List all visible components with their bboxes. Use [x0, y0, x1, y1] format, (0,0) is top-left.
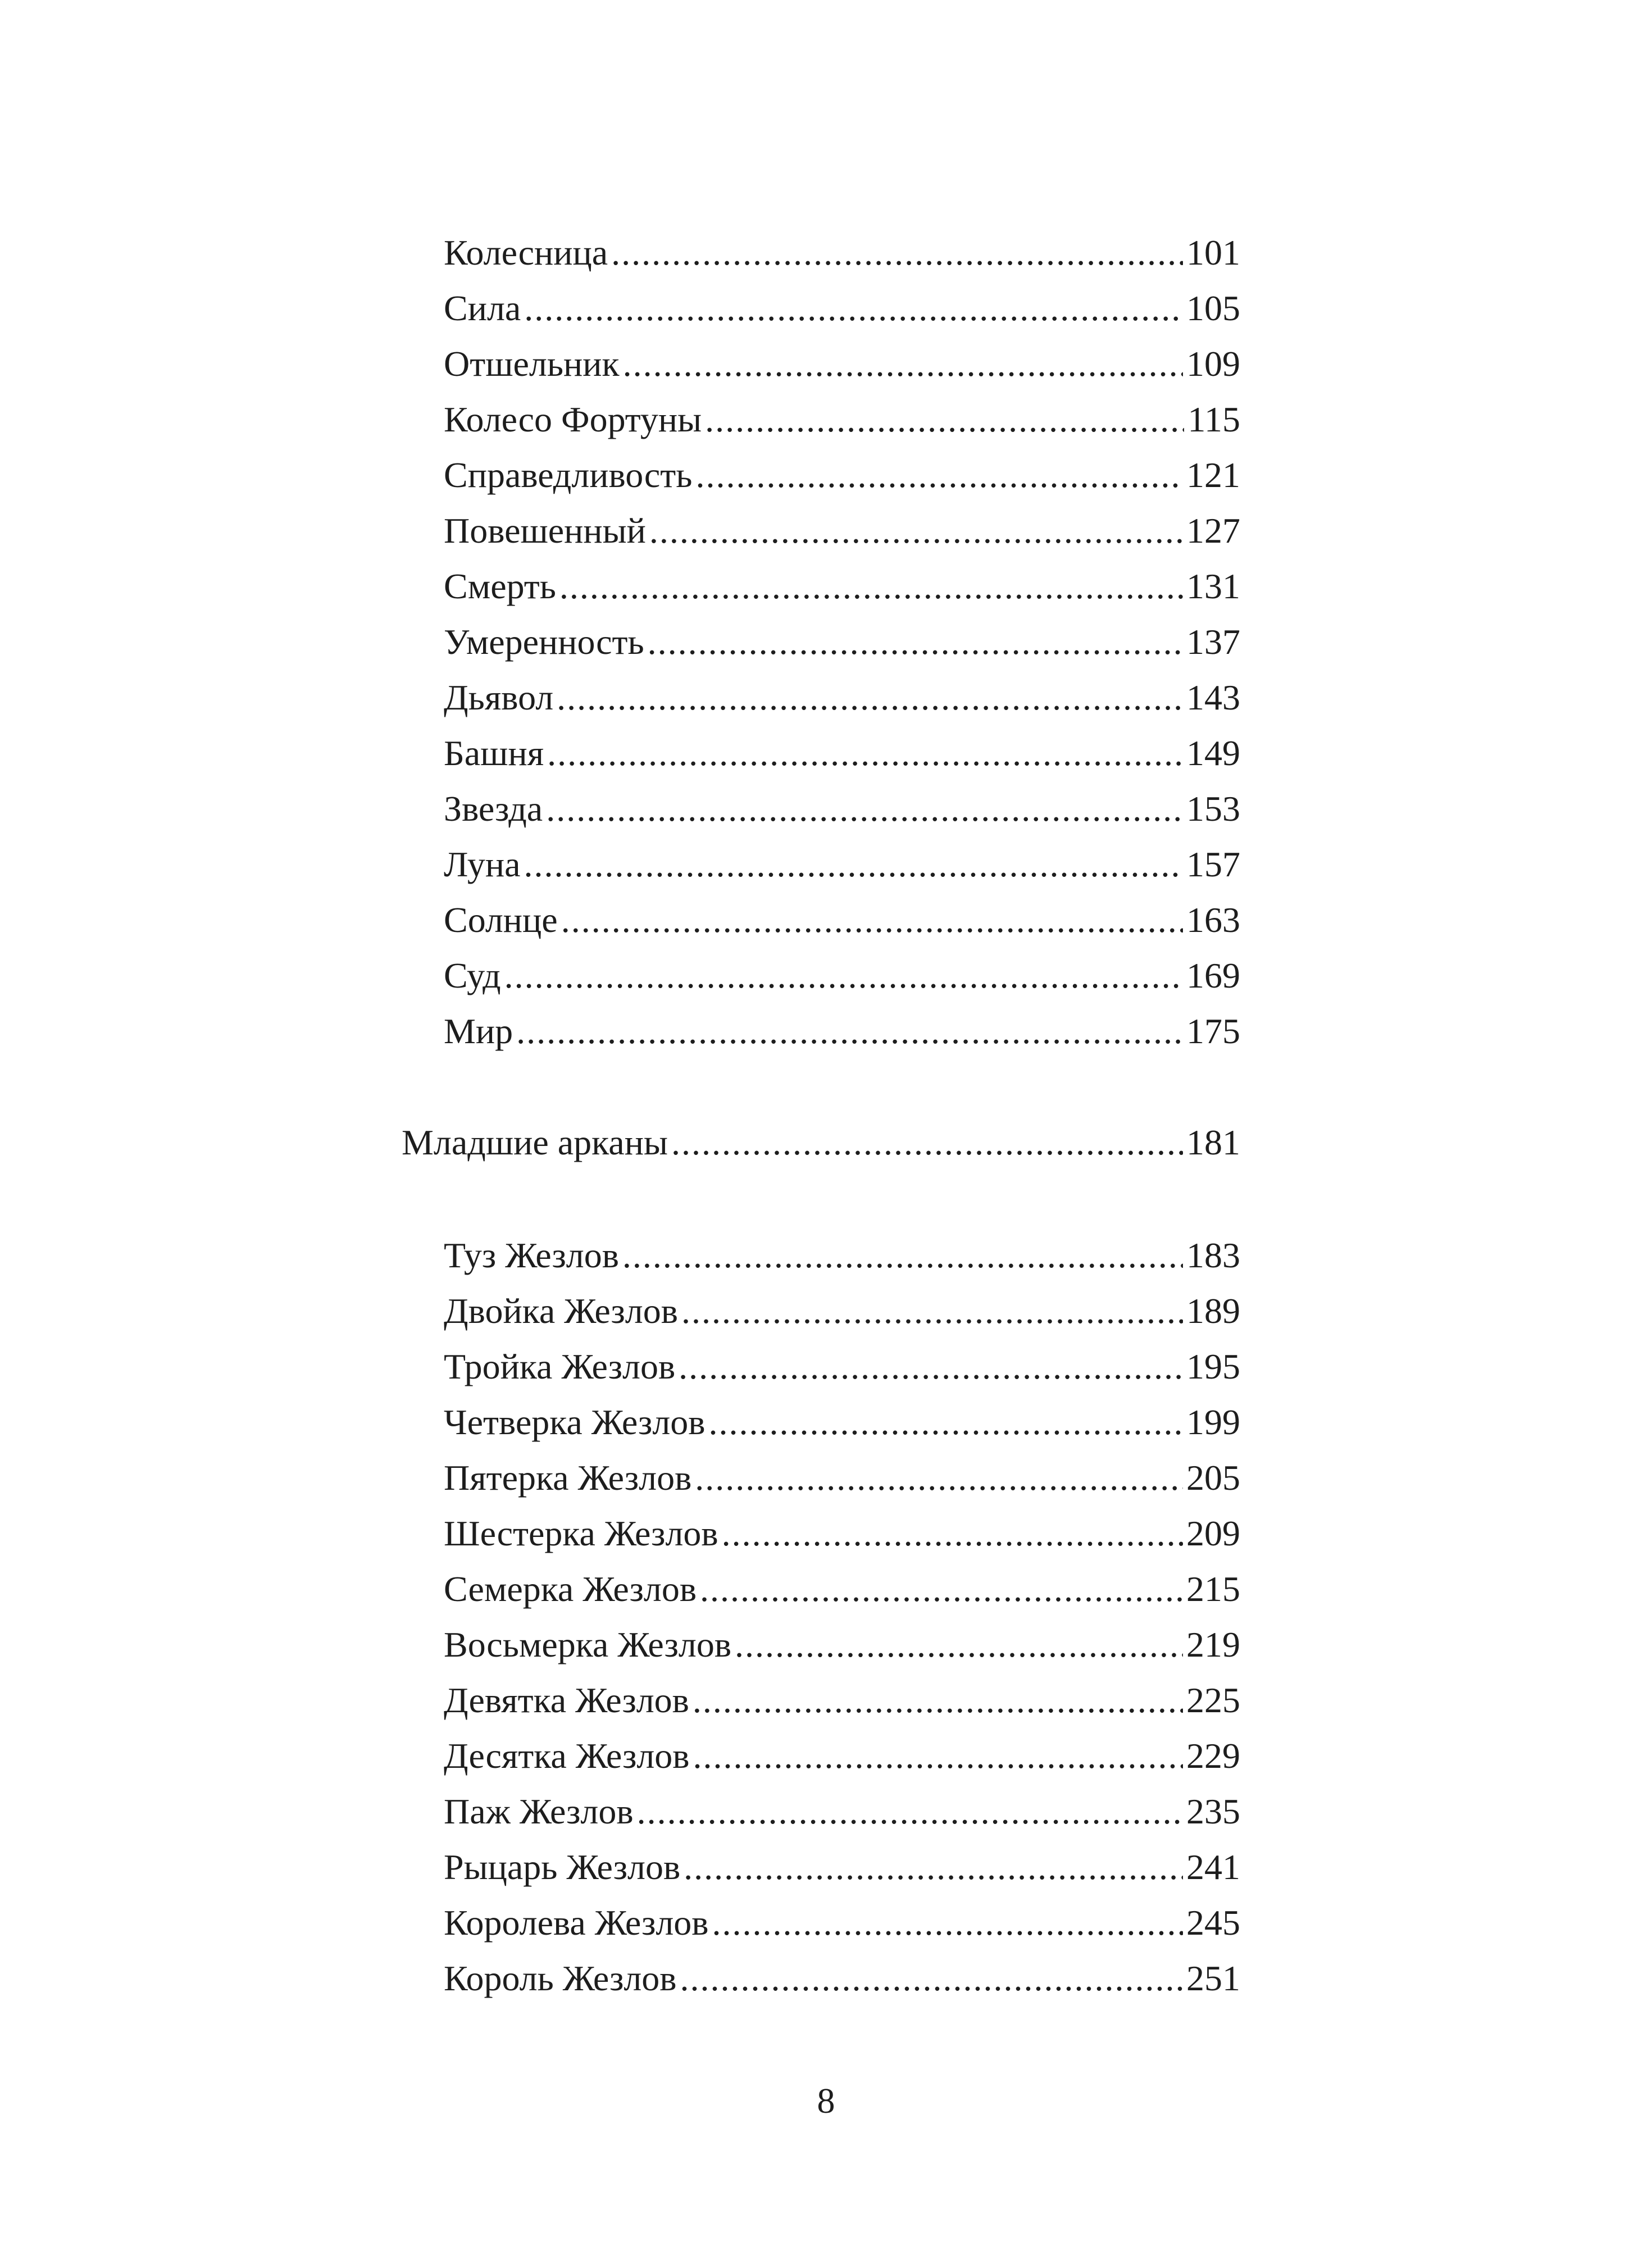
- toc-entry-title: Четверка Жезлов: [444, 1402, 706, 1442]
- dot-leader: [648, 614, 1183, 670]
- dot-leader: [700, 1561, 1183, 1617]
- toc-entry-title: Дьявол: [444, 677, 554, 717]
- dot-leader: [681, 1283, 1183, 1339]
- dot-leader: [679, 1339, 1183, 1395]
- toc-entry-title: Справедливость: [444, 455, 693, 495]
- toc-entry-title: Отшельник: [444, 344, 620, 384]
- toc-entry-page: 241: [1186, 1847, 1240, 1887]
- toc-entry-page: 109: [1186, 344, 1240, 384]
- toc-entry-page: 215: [1186, 1569, 1240, 1609]
- toc-entry[interactable]: [444, 1728, 1240, 1784]
- toc-entry[interactable]: [444, 1227, 1240, 1284]
- toc-entry-title: Двойка Жезлов: [444, 1291, 678, 1331]
- dot-leader: [671, 1115, 1183, 1171]
- dot-leader: [693, 1728, 1184, 1784]
- toc-entry[interactable]: [444, 1839, 1240, 1895]
- dot-leader: [693, 1672, 1183, 1729]
- dot-leader: [684, 1839, 1183, 1895]
- toc-entry-title: Пятерка Жезлов: [444, 1458, 692, 1498]
- dot-leader: [735, 1617, 1183, 1673]
- toc-entry-title: Солнце: [444, 900, 558, 940]
- toc-entry-title: Повешенный: [444, 511, 646, 551]
- toc-entry[interactable]: [444, 558, 1240, 615]
- toc-entry[interactable]: [444, 948, 1240, 1004]
- toc-entry-title: Королева Жезлов: [444, 1903, 709, 1943]
- dot-leader: [722, 1505, 1183, 1562]
- toc-entry-page: 115: [1187, 399, 1240, 439]
- toc-entry-page: 143: [1186, 677, 1240, 717]
- toc-entry-page: 205: [1186, 1458, 1240, 1498]
- toc-entry[interactable]: [444, 336, 1240, 392]
- dot-leader: [546, 781, 1183, 837]
- toc-entry-page: 245: [1186, 1903, 1240, 1943]
- toc-entry-page: 189: [1186, 1291, 1240, 1331]
- toc-entry[interactable]: [444, 1003, 1240, 1059]
- toc-entry-page: 251: [1186, 1958, 1240, 1998]
- toc-entry-title: Сила: [444, 288, 521, 328]
- toc-entry-page: 137: [1186, 622, 1240, 662]
- toc-entry-title: Тройка Жезлов: [444, 1347, 676, 1386]
- toc-entry-title: Рыцарь Жезлов: [444, 1847, 681, 1887]
- toc-entry[interactable]: [444, 1394, 1240, 1450]
- dot-leader: [559, 558, 1183, 615]
- toc-entry-title: Суд: [444, 956, 501, 995]
- toc-entry-page: 219: [1186, 1625, 1240, 1664]
- toc-entry-title: Мир: [444, 1011, 513, 1051]
- toc-section-page: 181: [1186, 1122, 1240, 1162]
- toc-entry-page: 121: [1186, 455, 1240, 495]
- toc-entry[interactable]: [444, 392, 1240, 448]
- toc-entry-page: 199: [1186, 1402, 1240, 1442]
- toc-entry[interactable]: [444, 1895, 1240, 1951]
- toc-entry-title: Семерка Жезлов: [444, 1569, 697, 1609]
- toc-entry-page: 209: [1186, 1513, 1240, 1553]
- toc-section-entry[interactable]: [402, 1115, 1240, 1171]
- toc-entry[interactable]: [444, 1283, 1240, 1339]
- toc-entry[interactable]: [444, 892, 1240, 948]
- toc-entry[interactable]: [444, 1339, 1240, 1395]
- toc-entry-title: Башня: [444, 733, 544, 773]
- toc-entry[interactable]: [444, 503, 1240, 559]
- toc-entry-title: Туз Жезлов: [444, 1235, 619, 1275]
- dot-leader: [712, 1895, 1184, 1951]
- toc-entry[interactable]: [444, 1617, 1240, 1673]
- dot-leader: [516, 1003, 1183, 1059]
- toc-entry[interactable]: [444, 670, 1240, 726]
- dot-leader: [611, 225, 1183, 281]
- toc-entry-page: 169: [1186, 956, 1240, 995]
- dot-leader: [524, 836, 1183, 893]
- toc-entry-page: 153: [1186, 789, 1240, 829]
- toc-entry[interactable]: [444, 1561, 1240, 1617]
- toc-entry[interactable]: [444, 1450, 1240, 1506]
- dot-leader: [524, 280, 1183, 336]
- page-number: 8: [817, 2081, 835, 2121]
- dot-leader: [705, 392, 1184, 448]
- toc-entry-page: 235: [1186, 1791, 1240, 1831]
- toc-entry-page: 157: [1186, 844, 1240, 884]
- dot-leader: [680, 1950, 1184, 2007]
- toc-entry[interactable]: [444, 1950, 1240, 2007]
- toc-entry[interactable]: [444, 614, 1240, 670]
- toc-entry[interactable]: [444, 836, 1240, 893]
- dot-leader: [547, 725, 1183, 781]
- toc-section-title: Младшие арканы: [402, 1122, 668, 1162]
- dot-leader: [623, 336, 1183, 392]
- dot-leader: [504, 948, 1183, 1004]
- dot-leader: [695, 447, 1183, 503]
- toc-entry-title: Смерть: [444, 566, 556, 606]
- dot-leader: [708, 1394, 1183, 1450]
- toc-entry[interactable]: [444, 1672, 1240, 1729]
- toc-entry[interactable]: [444, 781, 1240, 837]
- toc-entry[interactable]: [444, 280, 1240, 336]
- dot-leader: [695, 1450, 1183, 1506]
- toc-entry[interactable]: [444, 725, 1240, 781]
- toc-entry-page: 127: [1186, 511, 1240, 551]
- toc-entry-title: Колесница: [444, 233, 608, 272]
- toc-entry[interactable]: [444, 1505, 1240, 1562]
- toc-entry-page: 131: [1186, 566, 1240, 606]
- toc-entry-page: 105: [1186, 288, 1240, 328]
- toc-entry-page: 229: [1186, 1736, 1240, 1776]
- toc-entry-page: 149: [1186, 733, 1240, 773]
- toc-entry-title: Восьмерка Жезлов: [444, 1625, 732, 1664]
- dot-leader: [561, 892, 1183, 948]
- toc-entry-title: Луна: [444, 844, 521, 884]
- toc-entry[interactable]: [444, 1784, 1240, 1840]
- toc-entry-title: Паж Жезлов: [444, 1791, 634, 1831]
- dot-leader: [622, 1227, 1183, 1284]
- toc-entry-title: Десятка Жезлов: [444, 1736, 690, 1776]
- toc-entry[interactable]: [444, 225, 1240, 281]
- toc-entry-title: Король Жезлов: [444, 1958, 677, 1998]
- dot-leader: [637, 1784, 1183, 1840]
- toc-entry-page: 195: [1186, 1347, 1240, 1386]
- toc-entry-title: Шестерка Жезлов: [444, 1513, 718, 1553]
- dot-leader: [649, 503, 1183, 559]
- toc-entry-title: Девятка Жезлов: [444, 1680, 689, 1720]
- toc-entry-page: 225: [1186, 1680, 1240, 1720]
- toc-entry-title: Умеренность: [444, 622, 644, 662]
- toc-entry-title: Звезда: [444, 789, 543, 829]
- toc-entry-page: 175: [1186, 1011, 1240, 1051]
- toc-entry-page: 183: [1186, 1235, 1240, 1275]
- toc-entry-title: Колесо Фортуны: [444, 399, 702, 439]
- dot-leader: [557, 670, 1183, 726]
- toc-entry-page: 163: [1186, 900, 1240, 940]
- toc-entry[interactable]: [444, 447, 1240, 503]
- toc-entry-page: 101: [1186, 233, 1240, 272]
